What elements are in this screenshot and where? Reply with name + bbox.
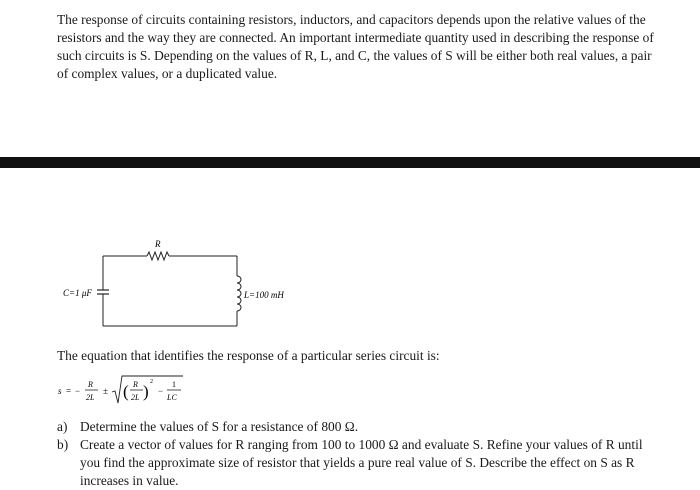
section-divider xyxy=(0,157,700,168)
question-a-label: a) xyxy=(57,419,68,434)
equation-intro: The equation that identifies the response of a particular series circuit is: xyxy=(57,348,440,363)
formula-s: s xyxy=(58,386,62,396)
question-a xyxy=(57,418,657,436)
resistor-symbol xyxy=(147,252,169,260)
formula-exponent: 2 xyxy=(150,379,153,385)
formula-one: 1 xyxy=(172,380,176,389)
formula-plus-minus: ± xyxy=(103,386,108,396)
formula-left-paren: ( xyxy=(123,382,129,401)
formula-2l-inner: 2L xyxy=(131,393,140,402)
question-a-text: Determine the values of S for a resistance of 800 Ω. xyxy=(80,419,359,434)
resistor-label: R xyxy=(155,239,161,249)
inductor-symbol xyxy=(237,276,241,311)
response-formula xyxy=(55,372,195,408)
rlc-circuit-diagram xyxy=(55,232,295,332)
formula-lc: LC xyxy=(167,393,177,402)
inductor-label: L=100 mH xyxy=(244,290,284,300)
question-b-text: Create a vector of values for R ranging from 100 to 1000 Ω and evaluate S. Refine your values of R until you find the approximate size of resistor that yields a pure real value of S. Describe the effect on S as R increases in value. xyxy=(80,437,643,488)
formula-minus-inner: − xyxy=(158,386,164,396)
formula-2l-denominator: 2L xyxy=(86,393,95,402)
formula-minus: − xyxy=(75,386,81,396)
formula-equals: = xyxy=(66,386,72,396)
capacitor-label: C=1 μF xyxy=(63,288,92,298)
intro-paragraph: The response of circuits containing resistors, inductors, and capacitors depends upon the relative values of the resistors and the way they are connected. An important intermediate quantity used in describing the response of such circuits is S. Depending on the values of R, L, and C, the values of S will be either both real values, a pair of complex values, or a duplicated value. xyxy=(57,12,654,81)
formula-right-paren: ) xyxy=(143,382,149,401)
question-b xyxy=(57,436,657,490)
formula-r-numerator: R xyxy=(88,380,93,389)
formula-r-inner: R xyxy=(133,380,138,389)
question-list xyxy=(57,418,657,490)
question-b-label: b) xyxy=(57,437,69,452)
